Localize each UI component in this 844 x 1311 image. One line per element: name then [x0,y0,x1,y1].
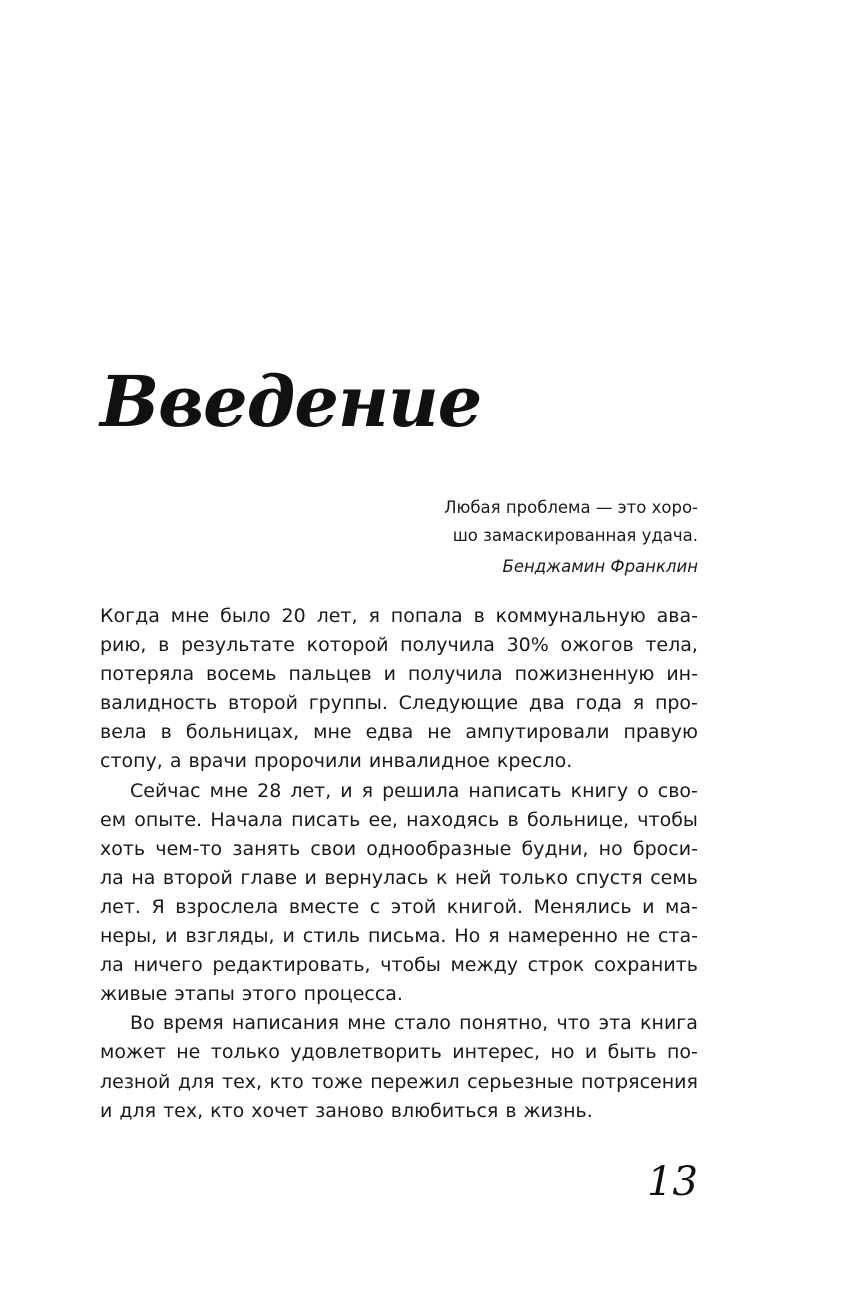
body-word: тоже [311,1070,363,1093]
body-line [100,835,698,864]
body-word: инвалидное [368,750,490,773]
body-word: письма. [367,925,447,948]
body-word: намеренно [507,925,618,948]
body-word: книга [640,1012,698,1035]
body-word: тела, [645,634,698,657]
page-number: 13 [647,1159,698,1205]
body-word: влюбиться [390,1099,499,1122]
body-word: занять [232,837,301,860]
body-word: я [488,925,500,948]
body-word: жизнь. [523,1099,593,1122]
body-line [100,631,698,660]
body-word: находясь [406,808,500,831]
body-word: вместе [288,895,360,918]
body-word: ней [454,866,492,889]
body-word: лет. [100,895,141,918]
body-word: а [169,750,182,773]
body-line [100,689,698,718]
body-word: в [473,605,485,627]
epigraph-line: Любая проблема — это хоро- [444,498,698,517]
body-word: второй [228,692,298,715]
body-word: правую [623,721,698,744]
body-word: которой [306,634,389,657]
body-word: и [584,1041,598,1064]
body-word: свои [310,837,357,860]
body-word: валидность [100,692,218,715]
body-word: для [119,1099,157,1122]
body-word: не [176,1041,201,1064]
body-word: книгу [570,779,629,802]
body-word: ем [100,808,127,831]
epigraph-author: Бенджамин Франклин [502,557,698,576]
epigraph-line: шо замаскированная удача. [452,526,698,545]
body-word: тех, [163,1099,204,1122]
body-word: взгляды, [185,925,275,948]
body-word: потеряла [100,663,195,686]
body-word: года [575,692,622,715]
body-line [100,922,698,951]
body-word: ава- [656,605,698,627]
body-word: группы. [308,692,388,715]
body-word: кто [210,1099,245,1122]
body-word: хоть [100,837,146,860]
body-word: пережил [370,1070,460,1093]
body-word: опыте. [134,808,203,831]
body-word: ожогов [560,634,634,657]
body-word: время [162,1012,224,1035]
body-line [100,747,698,776]
body-word: Но [454,925,481,948]
body-word: эта [598,1012,632,1035]
body-word: коммунальную [495,605,646,627]
body-word: по- [667,1041,698,1064]
body-word: между [450,954,518,977]
body-word: получила [407,663,503,686]
body-word: книгой. [446,895,524,918]
body-line [100,806,698,835]
body-word: потрясения [580,1070,698,1093]
body-word: в [507,808,519,831]
body-word: к [435,866,448,889]
body-word: удовлетворить [290,1041,442,1064]
body-word: ла [100,954,124,977]
body-word: ампутировали [465,721,610,744]
body-word: результате [181,634,295,657]
body-word: в [505,1099,517,1122]
body-word: заново [315,1099,384,1122]
body-word: два [528,692,565,715]
body-word: броси- [632,837,698,860]
body-word: стиль [302,925,361,948]
body-word: и [282,925,295,948]
body-line [100,1009,698,1038]
body-word: пожизненную [514,663,655,686]
body-word: в [160,721,172,744]
body-word: было [220,605,271,627]
body-word: рию, [100,634,147,657]
body-word: Когда [100,605,160,627]
body-word: неры, [100,925,158,948]
body-word: ничего [133,954,203,977]
body-word: больнице, [526,808,630,831]
body-word: может [100,1041,166,1064]
body-word: главе [240,866,298,889]
body-word: 30% [506,634,549,657]
body-word: Во [130,1012,155,1035]
body-word: понятно, [459,1012,549,1035]
body-word: не [427,721,452,744]
body-word: ста- [657,925,698,948]
body-word: процесса. [303,983,403,1006]
body-word: второй [162,866,233,889]
body-word: этой [390,895,437,918]
body-word: мне [347,1012,386,1035]
body-word: писать [291,808,361,831]
body-word: только [498,866,569,889]
body-word: Менялись [533,895,632,918]
body-word: попала [390,605,463,627]
body-word: написать [468,779,562,802]
body-word: и [100,1099,113,1122]
body-word: 20 [281,605,306,627]
body-word: написания [231,1012,340,1035]
body-word: но [550,1041,575,1064]
chapter-title: Введение [100,360,482,443]
body-line [100,1068,698,1097]
body-word: для [177,1070,215,1093]
body-word: вела [100,721,147,744]
body-word: я [368,605,380,627]
body-word: семь [650,866,698,889]
body-line [100,864,698,893]
body-word: пальцев [288,663,372,686]
body-word: Я [151,895,165,918]
body-line [100,602,698,631]
body-word: не [625,925,651,948]
body-word: и [340,779,353,802]
body-line [100,1038,698,1067]
body-word: тех, [222,1070,263,1093]
body-word: чем-то [155,837,223,860]
body-word: и [165,925,178,948]
body-line [100,777,698,806]
body-word: решила [382,779,460,802]
body-word: мне [170,605,210,627]
body-word: вернулась [324,866,429,889]
body-word: на [131,866,156,889]
body-word: только [210,1041,280,1064]
body-word: что [556,1012,591,1035]
body-line [100,718,698,747]
body-word: Сейчас [130,779,201,802]
body-word: и [383,663,396,686]
body-word: кто [269,1070,304,1093]
body-word: стало [393,1012,451,1035]
body-word: спустя [575,866,643,889]
body-word: пророчили [254,750,362,773]
epigraph [368,494,698,581]
body-word: интерес, [452,1041,541,1064]
body-word: больницах, [185,721,300,744]
body-word: быть [607,1041,657,1064]
body-word: с [369,895,381,918]
body-word: ин- [666,663,698,686]
body-word: лезной [100,1070,171,1093]
body-word: сохранить [593,954,698,977]
body-word: взрослела [175,895,279,918]
body-word: я [632,692,645,715]
body-line [100,660,698,689]
body-word: получила [400,634,495,657]
body-word: строк [527,954,585,977]
body-word: этапы [174,983,235,1006]
body-word: ла [100,866,124,889]
body-word: лет, [290,779,332,802]
body-word: ее, [368,808,398,831]
body-word: 28 [257,779,282,802]
body-word: будни, [521,837,589,860]
body-word: врачи [188,750,247,773]
body-line [100,1097,698,1126]
body-word: ма- [665,895,698,918]
body-line [100,951,698,980]
body-word: чтобы [380,954,441,977]
body-word: Следующие [398,692,519,715]
body-word: этого [241,983,297,1006]
body-word: мне [313,721,352,744]
body-word: серьезные [467,1070,574,1093]
body-text [100,602,698,1126]
body-word: живые [100,983,168,1006]
body-word: и [304,866,317,889]
body-word: редактировать, [212,954,371,977]
body-word: мне [209,779,249,802]
body-word: стопу, [100,750,163,773]
body-word: о [637,779,649,802]
body-word: едва [365,721,414,744]
body-word: Начала [210,808,283,831]
body-word: однообразные [366,837,512,860]
body-word: про- [654,692,698,715]
body-word: лет, [316,605,358,627]
body-word: кресло. [496,750,573,773]
body-line [100,980,698,1009]
body-word: в [158,634,170,657]
body-word: хочет [251,1099,309,1122]
body-word: чтобы [637,808,698,831]
body-word: сво- [657,779,698,802]
body-word: я [361,779,374,802]
body-word: восемь [206,663,277,686]
body-word: и [642,895,655,918]
body-word: но [598,837,623,860]
body-line [100,893,698,922]
